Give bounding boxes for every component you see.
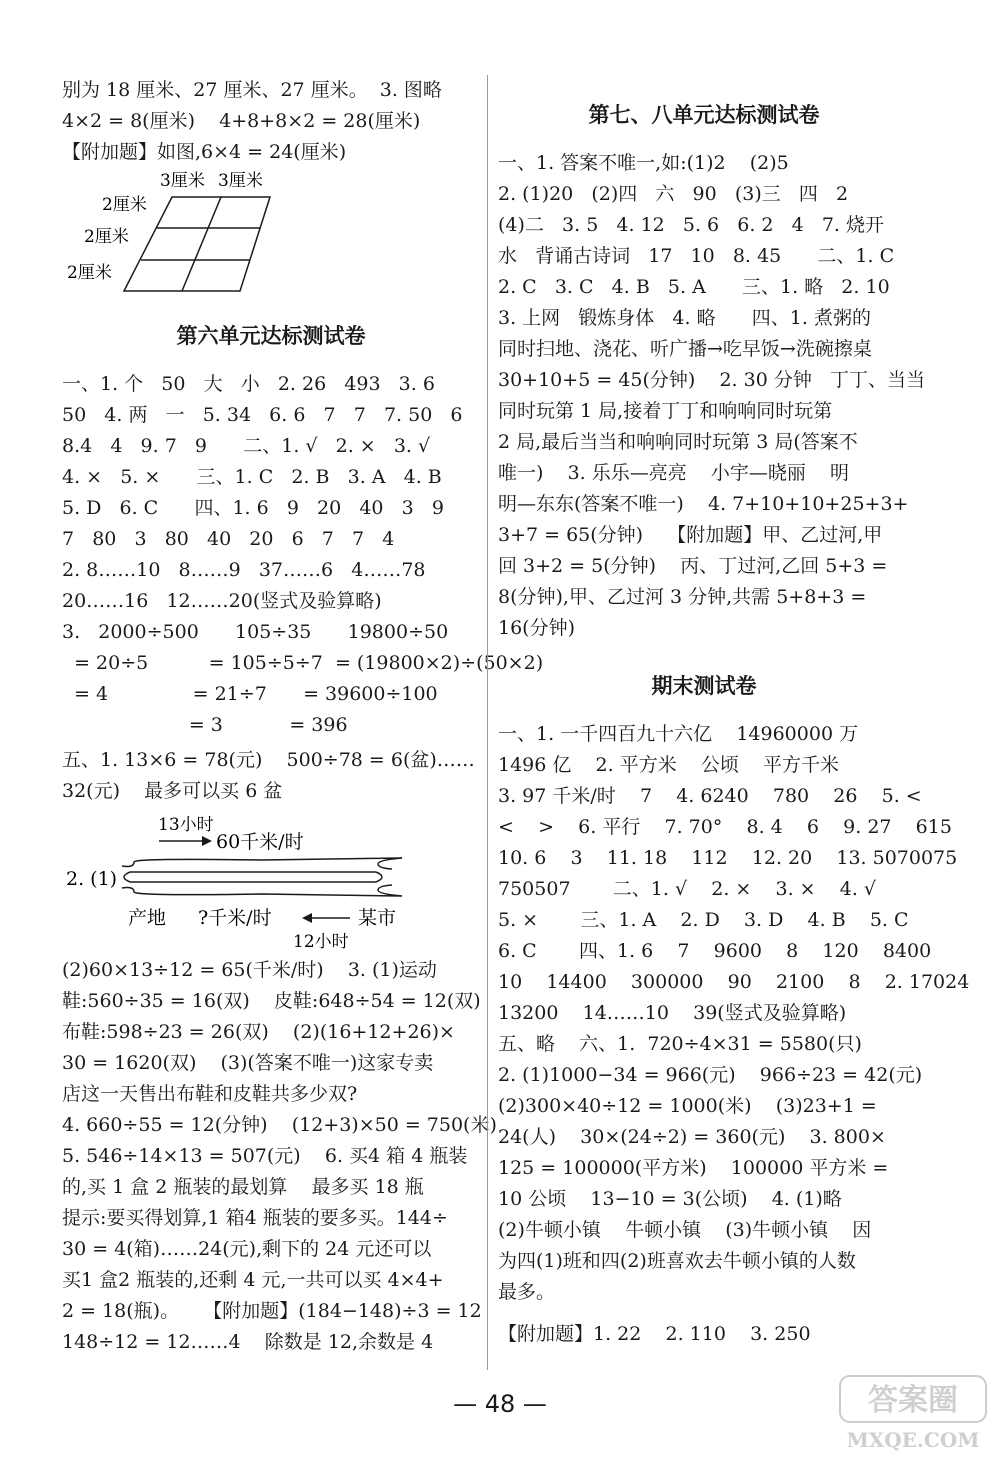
- unit78-line: 唯一) 3. 乐乐—亮亮 小宇—晓丽 明: [498, 462, 850, 484]
- final-line: 一、1. 一千四百九十六亿 14960000 万: [498, 723, 859, 745]
- unit78-line: 同时扫地、浇花、听广播→吃早饭→洗碗擦桌: [498, 338, 872, 360]
- brace-right: [376, 872, 382, 882]
- unit78-line: 一、1. 答案不唯一,如:(1)2 (2)5: [498, 152, 789, 174]
- unit6-line: 2. 8……10 8……9 37……6 4……78: [62, 559, 426, 581]
- brace-top: [122, 858, 402, 869]
- answer-line: 买1 盒2 瓶装的,还剩 4 元,一共可以买 4×4+: [62, 1269, 444, 1291]
- final-line: 10 14400 300000 90 2100 8 2. 17024: [498, 971, 970, 993]
- unit78-line: 回 3+2 = 5(分钟) 丙、丁过河,乙回 5+3 =: [498, 555, 888, 577]
- answer-line: (2)60×13÷12 = 65(千米/时) 3. (1)运动: [62, 959, 437, 981]
- column-divider: [487, 75, 488, 1370]
- final-line: 10 公顷 13−10 = 3(公顷) 4. (1)略: [498, 1188, 842, 1210]
- final-line: (2)牛顿小镇 牛顿小镇 (3)牛顿小镇 因: [498, 1219, 872, 1241]
- answer-line: 鞋:560÷35 = 16(双) 皮鞋:648÷54 = 12(双): [62, 990, 481, 1012]
- final-line: 1496 亿 2. 平方米 公顷 平方千米: [498, 754, 840, 776]
- travel-diagram: [62, 808, 480, 950]
- unit6-line: 20……16 12……20(竖式及验算略): [62, 590, 382, 612]
- unit6-line: 4. × 5. × 三、1. C 2. B 3. A 4. B: [62, 466, 442, 488]
- page-number: — 48 —: [453, 1390, 547, 1418]
- unit78-title: 第七、八单元达标测试卷: [588, 103, 820, 127]
- parallelogram-figure: [62, 166, 322, 301]
- unit6-line: 一、1. 个 50 大 小 2. 26 493 3. 6: [62, 373, 435, 395]
- unit78-line: 30+10+5 = 45(分钟) 2. 30 分钟 丁丁、当当: [498, 369, 925, 391]
- figure-top-label: 3厘米: [160, 171, 205, 191]
- unit78-line: 16(分钟): [498, 617, 576, 639]
- diagram-time-bottom: 12小时: [293, 932, 349, 950]
- diagram-speed-top: 60千米/时: [216, 831, 304, 853]
- arrow-left-head: [302, 913, 312, 923]
- answer-line: 店这一天售出布鞋和皮鞋共多少双?: [62, 1083, 358, 1105]
- final-line: 10. 6 3 11. 18 112 12. 20 13. 5070075: [498, 847, 958, 869]
- final-line: 750507 二、1. √ 2. × 3. × 4. √: [498, 878, 877, 900]
- intro-line: 4×2 = 8(厘米) 4+8+8×2 = 28(厘米): [62, 110, 421, 132]
- watermark-url: MXQE.COM: [846, 1428, 980, 1452]
- final-line: 3. 97 千米/时 7 4. 6240 780 26 5. <: [498, 785, 922, 807]
- final-line: (2)300×40÷12 = 1000(米) (3)23+1 =: [498, 1095, 877, 1117]
- unit78-line: 2 局,最后当当和响响同时玩第 3 局(答案不: [498, 431, 858, 453]
- answer-line: 的,买 1 盒 2 瓶装的最划算 最多买 18 瓶: [62, 1176, 424, 1198]
- unit78-line: 3. 上网 锻炼身体 4. 略 四、1. 煮粥的: [498, 307, 871, 329]
- figure-side-label: 2厘米: [67, 263, 112, 283]
- final-line: 【附加题】1. 22 2. 110 3. 250: [498, 1323, 811, 1345]
- diagram-speed-bottom: ?千米/时: [198, 907, 272, 929]
- grid-line-v: [182, 197, 221, 291]
- unit6-line: 32(元) 最多可以买 6 盆: [62, 780, 283, 802]
- figure-top-label: 3厘米: [218, 171, 263, 191]
- final-line: 最多。: [498, 1281, 556, 1303]
- answer-line: 30 = 1620(双) (3)(答案不唯一)这家专卖: [62, 1052, 434, 1074]
- unit6-line: 五、1. 13×6 = 78(元) 500÷78 = 6(盆)……: [62, 749, 475, 771]
- unit78-line: 明—东东(答案不唯一) 4. 7+10+10+25+3+: [498, 493, 909, 515]
- unit6-line: 50 4. 两 一 5. 34 6. 6 7 7 7. 50 6: [62, 404, 463, 426]
- answer-line: 提示:要买得划算,1 箱4 瓶装的要多买。144÷: [62, 1207, 448, 1229]
- unit78-line: (4)二 3. 5 4. 12 5. 6 6. 2 4 7. 烧开: [498, 214, 884, 236]
- final-exam-title: 期末测试卷: [651, 674, 757, 698]
- final-line: 为四(1)班和四(2)班喜欢去牛顿小镇的人数: [498, 1250, 856, 1272]
- answer-line: 4. 660÷55 = 12(分钟) (12+3)×50 = 750(米): [62, 1114, 497, 1136]
- final-line: 125 = 100000(平方米) 100000 平方米 =: [498, 1157, 889, 1179]
- answer-line: 2 = 18(瓶)。 【附加题】(184−148)÷3 = 12: [62, 1300, 482, 1322]
- figure-side-label: 2厘米: [102, 195, 147, 215]
- unit78-line: 2. C 3. C 4. B 5. A 三、1. 略 2. 10: [498, 276, 890, 298]
- unit6-line: 7 80 3 80 40 20 6 7 7 4: [62, 528, 395, 550]
- unit78-line: 8(分钟),甲、乙过河 3 分钟,共需 5+8+3 =: [498, 586, 867, 608]
- final-line: 五、略 六、1. 720÷4×31 = 5580(只): [498, 1033, 862, 1055]
- watermark-logo: [838, 1372, 988, 1454]
- final-line: < > 6. 平行 7. 70° 8. 4 6 9. 27 615: [498, 816, 952, 838]
- unit78-line: 3+7 = 65(分钟) 【附加题】甲、乙过河,甲: [498, 524, 883, 546]
- answer-line: 5. 546÷14×13 = 507(元) 6. 买4 箱 4 瓶装: [62, 1145, 468, 1167]
- unit78-line: 同时玩第 1 局,接着丁丁和响响同时玩第: [498, 400, 833, 422]
- unit6-line: 5. D 6. C 四、1. 6 9 20 40 3 9: [62, 497, 444, 519]
- figure-side-label: 2厘米: [84, 227, 129, 247]
- diagram-origin: 产地: [128, 907, 167, 929]
- diagram-time-top: 13小时: [158, 815, 214, 835]
- unit78-line: 水 背诵古诗词 17 10 8. 45 二、1. C: [498, 245, 895, 267]
- brace-bottom: [122, 885, 402, 896]
- unit6-line: = 4 = 21÷7 = 39600÷100: [62, 683, 438, 705]
- diagram-city: 某市: [358, 907, 397, 929]
- final-line: 5. × 三、1. A 2. D 3. D 4. B 5. C: [498, 909, 909, 931]
- unit6-line: = 3 = 396: [62, 714, 348, 736]
- answer-line: 布鞋:598÷23 = 26(双) (2)(16+12+26)×: [62, 1021, 455, 1043]
- arrow-right-head: [202, 836, 212, 846]
- diagram-part-label: 2. (1): [66, 868, 118, 890]
- unit6-line: = 20÷5 = 105÷5÷7 = (19800×2)÷(50×2): [62, 652, 544, 674]
- unit78-line: 2. (1)20 (2)四 六 90 (3)三 四 2: [498, 183, 849, 205]
- final-line: 13200 14……10 39(竖式及验算略): [498, 1002, 847, 1024]
- intro-line: 【附加题】如图,6×4 = 24(厘米): [62, 141, 347, 163]
- answer-line: 148÷12 = 12……4 除数是 12,余数是 4: [62, 1331, 434, 1353]
- unit6-title: 第六单元达标测试卷: [176, 324, 366, 348]
- unit6-line: 8.4 4 9. 7 9 二、1. √ 2. × 3. √: [62, 435, 431, 457]
- final-line: 2. (1)1000−34 = 966(元) 966÷23 = 42(元): [498, 1064, 923, 1086]
- answer-line: 30 = 4(箱)……24(元),剩下的 24 元还可以: [62, 1238, 432, 1260]
- unit6-line: 3. 2000÷500 105÷35 19800÷50: [62, 621, 449, 643]
- watermark-text: 答案圈: [868, 1383, 958, 1418]
- final-line: 24(人) 30×(24÷2) = 360(元) 3. 800×: [498, 1126, 886, 1148]
- final-line: 6. C 四、1. 6 7 9600 8 120 8400: [498, 940, 932, 962]
- brace-left: [124, 872, 130, 882]
- intro-line: 别为 18 厘米、27 厘米、27 厘米。 3. 图略: [62, 79, 442, 101]
